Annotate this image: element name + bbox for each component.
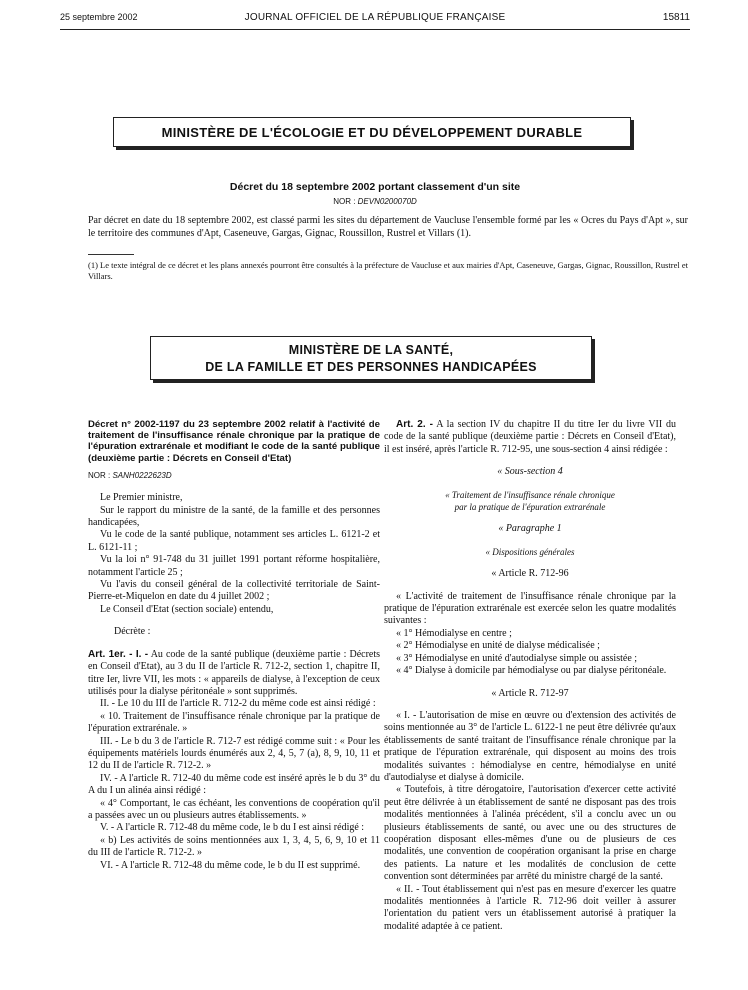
article-2-label: Art. 2. - (396, 419, 433, 430)
preamble-line: Sur le rapport du ministre de la santé, de la famille et des personnes handicapées, (88, 504, 380, 529)
decree2-nor (88, 470, 380, 482)
preamble-line: Le Conseil d'Etat (section sociale) entendu, (100, 603, 274, 615)
article-1-part: II. - Le 10 du III de l'article R. 712-2 du même code est ainsi rédigé : (100, 698, 376, 710)
journal-title: JOURNAL OFFICIEL DE LA RÉPUBLIQUE FRANÇAISE (244, 12, 506, 23)
decree1-body: Par décret en date du 18 septembre 2002, est classé parmi les sites du département de Vaucluse l'ensemble formé par les « Ocres du Pays d'Apt », sur le territoire des communes d'Apt, Caseneuve, Gargas, Gignac, Roussillon, Rustrel et Villars (1). (88, 215, 688, 239)
article-1-part: VI. - A l'article R. 712-48 du même code, le b du II est supprimé. (100, 859, 361, 871)
page-number: 15811 (662, 12, 690, 23)
right-column (384, 419, 676, 933)
spacer (384, 513, 676, 523)
nor-label: NOR : (333, 197, 356, 206)
preamble-line: Le Premier ministre, (100, 492, 183, 504)
article-1-text: Au code de la santé publique (deuxième partie : Décrets en Conseil d'Etat), au 3 du II de l'article R. 712-2, section 1, chapitre II, titre Ier, livre VII, les mots : « appareils de dialyse, à l'exception de ceux utilisés pour la dialyse péritonéale » sont supprimés. (88, 648, 381, 697)
spacer (88, 616, 380, 626)
modalite-item: « 1° Hémodialyse en centre ; (396, 627, 512, 639)
spacer (88, 482, 380, 492)
nor-label: NOR : (88, 470, 111, 480)
header-rule (60, 29, 690, 30)
ministry-ecology-heading: MINISTÈRE DE L'ÉCOLOGIE ET DU DÉVELOPPEMENT DURABLE (113, 117, 631, 147)
article-1-part: IV. - A l'article R. 712-40 du même code est inséré après le b du 3° du A du I un alinéa ainsi rédigé : (88, 772, 380, 797)
spacer (384, 456, 676, 466)
modalite-item: « 2° Hémodialyse en unité de dialyse médicalisée ; (396, 640, 600, 652)
spacer (384, 558, 676, 568)
ministry-health-line2: DE LA FAMILLE ET DES PERSONNES HANDICAPÉES (205, 360, 537, 374)
header-date: 25 septembre 2002 (60, 12, 138, 22)
footnote-separator (88, 254, 134, 255)
ministry-health-line1: MINISTÈRE DE LA SANTÉ, (288, 343, 454, 357)
article-heading: « Article R. 712-97 (491, 687, 569, 699)
spacer (384, 700, 676, 710)
article-1-label: Art. 1er. - I. - (88, 648, 149, 660)
nor-code: SANH0222623D (112, 470, 172, 480)
page-header (60, 12, 690, 26)
nor-code: DEVN0200070D (357, 197, 417, 206)
article-1-part: « 4° Comportant, le cas échéant, les conventions de coopération qu'il a passées avec un ou plusieurs autres établissements. » (88, 797, 380, 821)
left-column (88, 419, 380, 872)
article-97-para: « II. - Tout établissement qui n'est pas en mesure d'exercer les quatre modalités mentionnées à l'article R. 712-96 doit veiller à assurer l'orientation du patient vers un établissement autorisé à pratiquer la modalité adaptée à ce patient. (384, 883, 676, 932)
preamble-line: Vu l'avis du conseil général de la collectivité territoriale de Saint-Pierre-et-Miquelon en date du 4 juillet 2002 ; (88, 579, 380, 603)
preamble-line: Vu la loi n° 91-748 du 31 juillet 1991 portant réforme hospitalière, notamment l'article 25 ; (88, 554, 380, 578)
spacer (384, 581, 676, 591)
article-heading: « Article R. 712-96 (491, 568, 569, 580)
sous-section-title: par la pratique de l'épuration extrarénale (454, 502, 606, 513)
sous-section-heading: « Sous-section 4 (497, 466, 563, 478)
decrete-line: Décrète : (114, 626, 151, 638)
article-1-part: « 10. Traitement de l'insuffisance rénale chronique par la pratique de l'épuration extrarénale. » (88, 710, 380, 735)
sous-section-title: « Traitement de l'insuffisance rénale chronique (445, 489, 615, 500)
decree2-title: Décret n° 2002-1197 du 23 septembre 2002 relatif à l'activité de traitement de l'insuffisance rénale chronique par la pratique de l'épuration extrarénale et modifiant le code de la santé publique (deuxième partie : Décrets en Conseil d'Etat) (88, 419, 380, 464)
article-96-text: « L'activité de traitement de l'insuffisance rénale chronique par la pratique de l'épuration extrarénale est exercée selon les quatre modalités suivantes : (384, 590, 676, 627)
dispositions-heading: « Dispositions générales (485, 546, 575, 557)
modalite-item: « 3° Hémodialyse en unité d'autodialyse simple ou assistée ; (396, 652, 638, 664)
spacer (384, 479, 676, 489)
spacer (384, 536, 676, 546)
article-2-text: A la section IV du chapitre II du titre Ier du livre VII du code de la santé publique (deuxième partie : Décrets en Conseil d'Etat), il est inséré, après l'article R. 712-95, une sous-section 4 ainsi rédigée : (384, 419, 676, 455)
ministry-health-heading (150, 336, 592, 380)
decree1-footnote: (1) Le texte intégral de ce décret et les plans annexés pourront être consultés à la préfecture de Vaucluse et aux mairies d'Apt, Caseneuve, Gargas, Gignac, Roussillon, Rustrel et Villars. (88, 260, 688, 281)
decree1-nor (60, 197, 690, 206)
paragraphe-heading: « Paragraphe 1 (498, 523, 562, 535)
article-2 (384, 419, 676, 456)
article-97-para: « Toutefois, à titre dérogatoire, l'autorisation d'exercer cette activité peut être délivrée à un établissement de santé ne disposant pas des trois modalités mentionnées à l'alinéa précédent, s'il a conclu avec un ou plusieurs établissements de santé, ou avec une ou des structures de coopération disposant elles-mêmes d'une ou de plusieurs de ces modalités, une convention de coopération organisant la prise en charge des patients. La nature et les modalités de conclusion de cette convention sont déterminées par arrêté du ministre chargé de la santé. (384, 784, 676, 883)
spacer (384, 678, 676, 688)
article-97-para: « I. - L'autorisation de mise en œuvre ou d'extension des activités de soins mentionnée au 3° de l'article L. 6122-1 ne peut être délivrée qu'aux établissements de santé traitant de l'insuffisance rénale chronique par la pratique de l'épuration extrarénale, qui disposent au moins des trois modalités suivantes : hémodialyse en centre, hémodialyse en unité d'autodialyse et dialyse à domicile. (384, 709, 676, 783)
article-1-part: III. - Le b du 3 de l'article R. 712-7 est rédigé comme suit : « Pour les équipements matériels lourds énumérés aux 2, 4, 5, 7 (a), 8, 9, 10, 11 et 12 du II de l'article R. 712-2. » (88, 735, 380, 772)
spacer (88, 639, 380, 649)
decree1-title: Décret du 18 septembre 2002 portant classement d'un site (229, 181, 521, 193)
modalite-item: « 4° Dialyse à domicile par hémodialyse ou par dialyse péritonéale. (396, 665, 667, 677)
article-1-part: « b) Les activités de soins mentionnées aux 1, 3, 4, 5, 6, 9, 10 et 11 du III de l'article R. 712-2. » (88, 834, 380, 859)
article-1-part: V. - A l'article R. 712-48 du même code, le b du I est ainsi rédigé : (100, 822, 365, 834)
preamble-line: Vu le code de la santé publique, notamment ses articles L. 6121-2 et L. 6121-11 ; (88, 529, 380, 553)
article-1 (88, 649, 380, 699)
